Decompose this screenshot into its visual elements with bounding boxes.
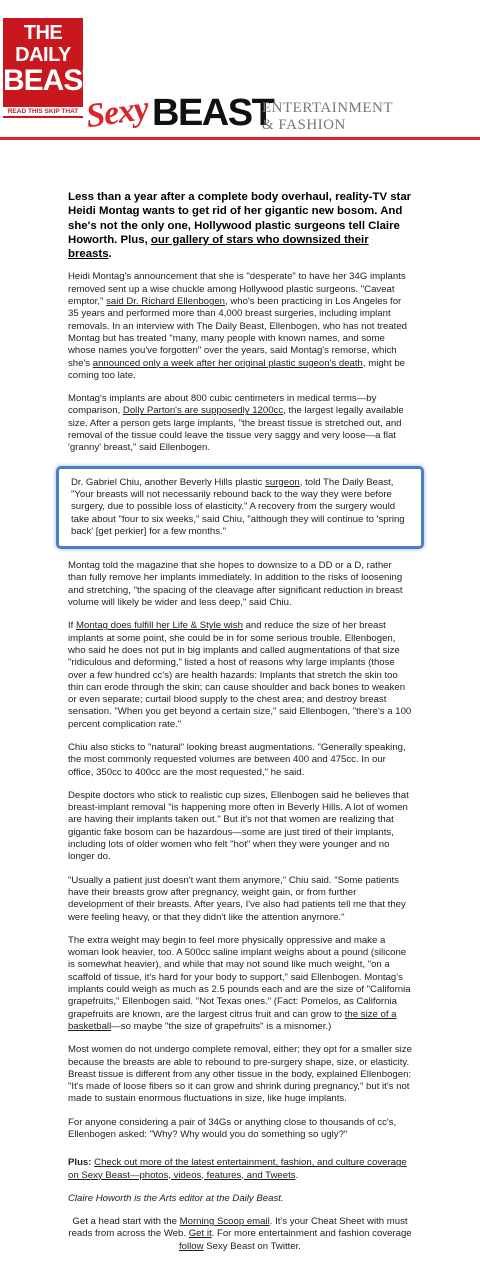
masthead [0,0,480,140]
surgeon-death-link[interactable]: announced only a week after her original plastic sugeon's death [92,357,363,369]
life-style-link[interactable]: Montag does fulfill her Life & Style wish [76,620,243,632]
paragraph-4: Montag told the magazine that she hopes to downsize to a DD or a D, rather than fully remove her implants immediately. In addition to the risks of loosening and stretching, "the spacing of the cleavage after significant reduction in breast volume will likely be wider and less deep," said Chiu. [68,560,403,609]
ellenbogen-link[interactable]: said Dr. Richard Ellenbogen [106,296,226,308]
p1-text-b: , who's been practicing in Los Angeles for 35 years and performed more than 4,000 breast surgeries, including implant removals. In an interview with The Daily Beast, Ellenbogen, who has not treated Montag but has treated "many, many people with known names, and some whose names you've forgotten" over the years, said Montag's remorse, which she's [68,296,407,369]
article-body [68,190,412,1264]
plus-label: Plus: [68,1157,92,1169]
p2-text-a: Montag's implants are about 800 cubic centimeters in medical terms—by comparison, [68,393,377,417]
section-logo-beast: BEAST [152,92,274,134]
highlighted-paragraph [56,466,424,549]
footer-text-a: Get a head start with the [72,1216,180,1228]
paragraph-2 [68,393,412,454]
article-lede: Less than a year after a complete body overhaul, reality-TV star Heidi Montag wants to get rid of her gigantic new bosom. And she's not the only one, Hollywood plastic surgeons tell Claire Howorth. Plus, our gallery of stars who downsized their breasts. [68,191,412,261]
p9-text-b: —so maybe "the size of grapefruits" is a misnomer.) [111,1020,332,1032]
logo-line1: THE DAILY [15,22,71,66]
morning-scoop-link[interactable]: Morning Scoop email [179,1216,270,1228]
section-name [262,100,393,134]
p2-text-b: , the largest legally available size. After a person gets large implants, "the breast tissue is stretched out, and removal of the tissue could leave the tissue very saggy and very loose—a flat 'granny' breast," said Ellenbogen. [68,405,404,454]
p5-text-b: and reduce the size of her breast implants at some point, she could be in for some serious trouble. Ellenbogen, who said he does not put in big implants and called augmentations of that size "ridiculous and deforming," listed a host of reasons why large implants (those over a few hundred cc's) are health hazards: Implants that stretch the skin too thin can erode through the skin; can cause shoulder and back bones to weaken or even separate; curtail blood supply to the chest area; and destroy breast sensation. "When you get beyond a certain size," said Ellenbogen, "there's a 100 percent complication rate." [68,620,412,730]
section-name-line1: ENTERTAINMENT [262,100,394,116]
basketball-link[interactable]: the size of a basketball [68,1008,397,1032]
paragraph-1 [68,271,412,382]
sexy-beast-coverage-link[interactable]: Check out more of the latest entertainment, fashion, and culture coverage on Sexy Beast—photos, videos, features, and Tweets [68,1157,407,1181]
plus-promo [68,1157,412,1182]
p3-text-b: , told The Daily Beast, "Your breasts will not necessarily rebound back to the way they were before surgery, due to possible loss of elasticity." A recovery from the surgery would take about "four to six weeks," said Chiu, "although they will continue to 'spring back' [get perkier] for a few months." [71,476,405,537]
p1-text-a: Heidi Montag's announcement that she is "desperate" to have her 34G implants removed sent up a wise chuckle among Hollywood plastic surgeons. "Caveat emptor," [68,271,406,308]
paragraph-8: "Usually a patient just doesn't want them anymore," Chiu said. "Some patients have their breasts grow after pregnancy, weight gain, or from further development of their breasts. After years, I've also had patients tell me that they were feeling heavy, or that they didn't like the attention anymore." [68,874,406,923]
logo-line2: BEAST [3,64,100,97]
paragraph-9 [68,935,412,1033]
logo-tagline: READ THIS SKIP THAT [3,107,83,116]
footer-promo [68,1216,412,1253]
surgeon-link[interactable]: surgeon [265,476,300,488]
paragraph-11: For anyone considering a pair of 34Gs or anything close to thousands of cc's, Ellenbogen asked: "Why? Why would you do something so ugly?" [68,1116,397,1140]
author-byline: Claire Howorth is the Arts editor at the Daily Beast. [68,1192,284,1204]
footer-text-c: . For more entertainment and fashion coverage [211,1228,412,1240]
paragraph-6: Chiu also sticks to "natural" looking breast augmentations. "Generally speaking, the most commonly requested volumes are between 400 and 475cc. In our office, 350cc to 400cc are the most requested," he said. [68,741,406,778]
section-name-line2: & FASHION [262,117,346,133]
lede-text: Less than a year after a complete body overhaul, reality-TV star Heidi Montag wants to get rid of her gigantic new bosom. And she's not the only one, Hollywood plastic surgeons tell Claire Howorth. Plus, [68,191,412,246]
paragraph-5 [68,620,412,731]
get-it-link[interactable]: Get it [188,1228,212,1240]
paragraph-7: Despite doctors who stick to realistic cup sizes, Ellenbogen said he believes that breast-implant removal "is happening more often in Beverly Hills. A lot of women are having their implants taken out." But it's not that women are realizing that gigantic fake bosom can be hazardous—some are just tired of their implants, including lots of older women who felt "hot" when they were younger and no longer do. [68,789,409,863]
paragraph-10: Most women do not undergo complete removal, either; they opt for a smaller size because the breasts are able to rebound to pre-surgery shape, size, or elasticity. Breast tissue is different from any other tissue in the body, explained Ellenbogen: "It's made of loose fibers so it can grow and shrink during pregnancy," but it's not made to sustain enormous fluctuations in size, like huge implants. [68,1044,412,1105]
p5-text-a: If [68,620,76,632]
p1-text-c: , might be coming too late. [68,357,406,381]
gallery-link[interactable]: our gallery of stars who downsized their breasts [68,233,369,261]
p9-text-a: The extra weight may begin to feel more physically oppressive and make a woman look heavier, too. A 500cc saline implant weighs about a pound (silicone is somewhat heavier), and while that may not sound like much weight, "on a scaffold of tissue, it's hard for your body to support," said Ellenbogen. Montag's implants could weigh as much as 2.5 pounds each and are the size of "California grapefruits," Ellenbogen said. "Not Texas ones." (Fact: Pomelos, as California grapefruits are known, are the largest citrus fruit and can grow to [68,934,411,1020]
footer-text-d: Sexy Beast on Twitter. [203,1240,301,1252]
follow-link[interactable]: follow [179,1240,204,1252]
daily-beast-logo[interactable] [3,18,100,118]
footer-text-b: . It's your Cheat Sheet with must reads from across the Web. [68,1216,408,1240]
dolly-parton-link[interactable]: Dolly Parton's are supposedly 1200cc [122,405,284,417]
section-logo-sexy: Sexy [83,89,151,136]
p3-text-a: Dr. Gabriel Chiu, another Beverly Hills plastic [71,476,266,488]
plus-end: . [295,1169,299,1181]
